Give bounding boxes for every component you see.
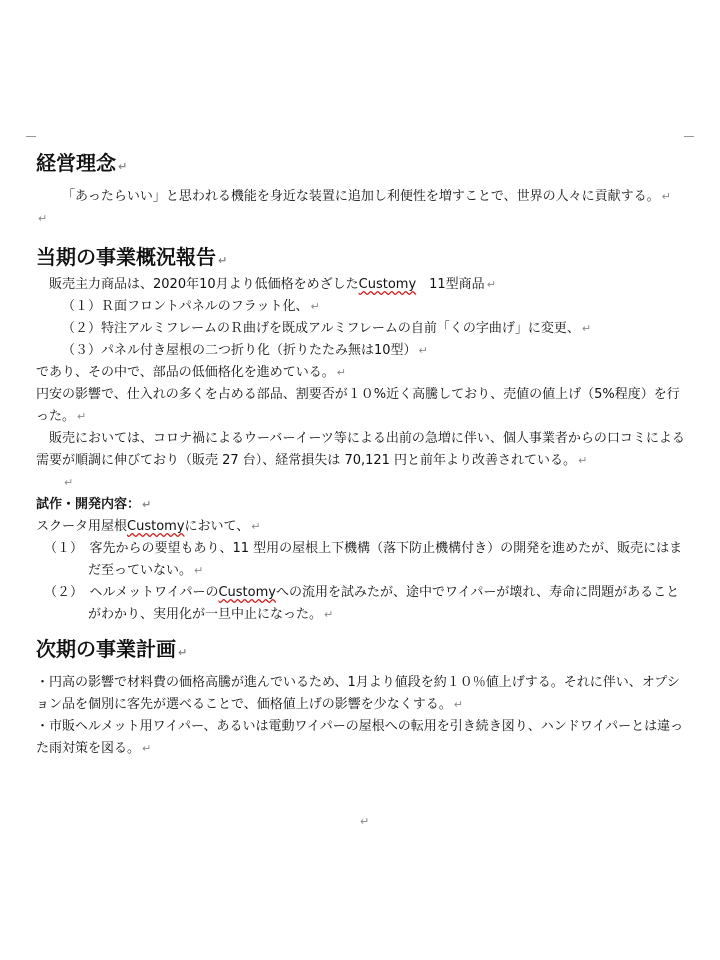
return-mark-icon: ↵ — [310, 300, 320, 313]
section-title-plan: 次期の事業計画 ↵ — [36, 637, 188, 661]
return-mark-icon: ↵ — [251, 520, 261, 533]
report-line-after: であり、その中で、部品の低価格化を進めている。 ↵ — [36, 365, 346, 380]
section-title-philosophy: 経営理念 ↵ — [36, 151, 128, 175]
return-mark-icon: ↵ — [142, 498, 152, 511]
plan-paragraph-2: ・市販ヘルメット用ワイパー、あるいは電動ワイパーの屋根への転用を引き続き図り、ハンドワイパーとは違った雨対策を図る。 ↵ — [36, 719, 684, 756]
report-yen-paragraph: 円安の影響で、仕入れの多くを占める部品、割要否が１０%近く高騰しており、売値の値上げ（5%程度）を行った。 ↵ — [36, 387, 680, 424]
brand-name: Customy — [127, 519, 185, 534]
return-mark-icon: ↵ — [64, 476, 74, 489]
report-intro: 販売主力商品は、2020年10月より低価格をめざしたCustomy 11型商品 ↵ — [49, 277, 496, 292]
dev-item: （１） 客先からの要望もあり、11 型用の屋根上下機構（落下防止機構付き）の開発を進めたが、販売にはまだ至っていない。 ↵ — [44, 541, 683, 578]
return-mark-icon: ↵ — [178, 646, 188, 659]
report-item: （１）Ｒ面フロントパネルのフラット化、 ↵ — [62, 299, 320, 314]
dev-intro: スクータ用屋根Customyにおいて、 ↵ — [36, 519, 261, 534]
document-body — [36, 146, 688, 760]
return-mark-icon: ↵ — [418, 344, 428, 357]
return-mark-icon: ↵ — [118, 160, 128, 173]
report-sales-paragraph: 販売においては、コロナ禍によるウーバーイーツ等による出前の急増に伴い、個人事業者からの口コミによる需要が順調に伸びており（販売 27 台）、経常損失は 70,121 円と前年より改善されている。 ↵ — [36, 431, 685, 468]
return-mark-icon: ↵ — [142, 742, 152, 755]
report-item: （２）特注アルミフレームのＲ曲げを既成アルミフレームの自前「くの字曲げ」に変更、 ↵ — [62, 321, 592, 336]
return-mark-icon: ↵ — [453, 698, 463, 711]
return-mark-icon: ↵ — [77, 410, 87, 423]
dev-item: （２） ヘルメットワイパーのCustomyへの流用を試みたが、途中でワイパーが壊れ、寿命に問題があることがわかり、実用化が一旦中止になった。 ↵ — [44, 585, 680, 622]
return-mark-icon: ↵ — [486, 278, 496, 291]
end-return-mark-icon: ↵ — [360, 815, 370, 828]
return-mark-icon: ↵ — [578, 454, 588, 467]
report-item: （３）パネル付き屋根の二つ折り化（折りたたみ無は10型） ↵ — [62, 343, 428, 358]
philosophy-text: 「あったらいい」と思われる機能を身近な装置に追加し利便性を増すことで、世界の人々に貢献する。 ↵ — [62, 189, 671, 204]
empty-line — [36, 208, 688, 230]
return-mark-icon: ↵ — [661, 190, 671, 203]
crop-mark-right — [684, 136, 694, 137]
return-mark-icon: ↵ — [581, 322, 592, 335]
return-mark-icon: ↵ — [336, 366, 346, 379]
section-title-report: 当期の事業概況報告 ↵ — [36, 245, 228, 269]
brand-name: Customy — [218, 585, 276, 600]
empty-line — [36, 472, 688, 494]
brand-name: Customy — [358, 277, 417, 292]
dev-subheading: 試作・開発内容： ↵ — [36, 497, 152, 512]
return-mark-icon: ↵ — [194, 564, 204, 577]
return-mark-icon: ↵ — [324, 608, 334, 621]
plan-paragraph-1: ・円高の影響で材料費の価格高騰が進んでいるため、1月より値段を約１０％値上げする。それに伴い、オプション品を個別に客先が選べることで、価格値上げの影響を少なくする。 ↵ — [36, 675, 680, 712]
crop-mark-left — [26, 136, 36, 137]
return-mark-icon: ↵ — [218, 254, 228, 267]
return-mark-icon: ↵ — [38, 212, 48, 225]
